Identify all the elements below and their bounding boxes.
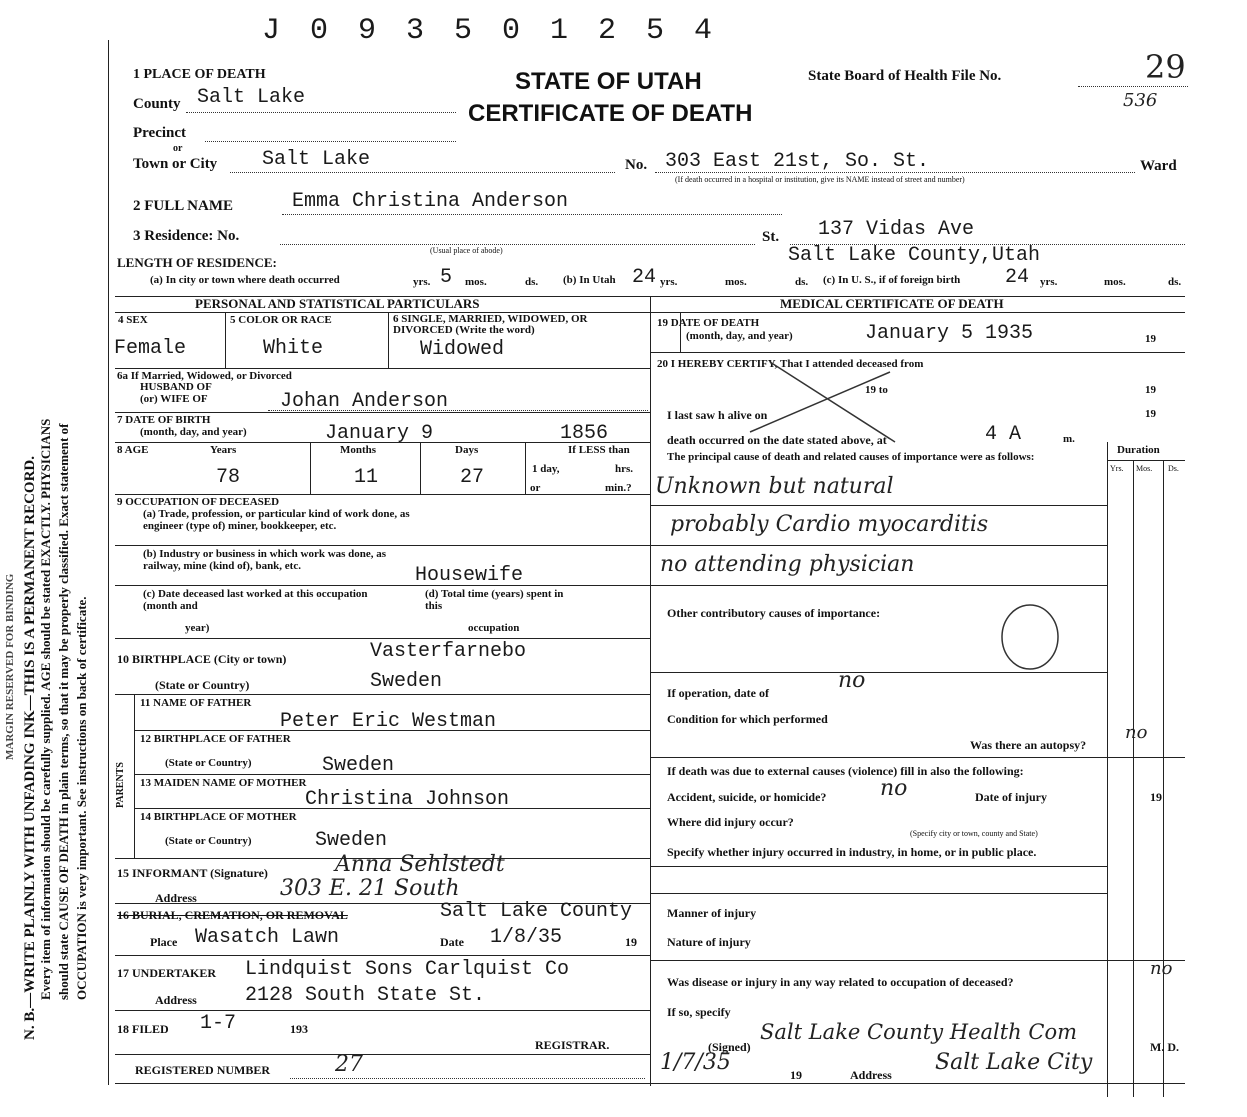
town-value: Salt Lake [262,148,371,171]
burial-date-label: Date [440,935,464,949]
precinct-label: Precinct [133,125,187,141]
occupation-year-label: year) [185,622,210,634]
age-label: 8 AGE [117,444,149,456]
length-of-residence-label: LENGTH OF RESIDENCE: [117,255,277,270]
certify-label: 20 I HEREBY CERTIFY, That I attended deceased from [657,358,924,370]
burial-value: Salt Lake County [440,900,633,923]
mother-birthplace-label: 14 BIRTHPLACE OF MOTHER [140,811,297,823]
ds-label-3: ds. [1168,276,1182,288]
sign-19: 19 [790,1068,802,1082]
place-of-death-label: 1 PLACE OF DEATH [133,67,266,82]
mother-bp-sub: (State or Country) [165,835,252,847]
sign-date: 1/7/35 [660,1050,731,1075]
board-file-label: State Board of Health File No. [808,68,1002,84]
mother-birthplace: Sweden [315,829,388,852]
birthplace-label: 10 BIRTHPLACE (City or town) [117,652,287,666]
where-injury-label: Where did injury occur? [667,815,794,829]
or-label: or [173,143,183,154]
months-header: Months [340,444,377,456]
hour-value: 4 A [985,423,1022,446]
informant-address: 303 E. 21 South [280,876,460,901]
to-label: 19 to [865,384,888,396]
filed-year: 193 [290,1022,308,1036]
us-years: 24 [1005,266,1030,289]
board-file-number: 29 [1145,48,1186,86]
yrs-label-2: yrs. [660,276,678,288]
full-name-label: 2 FULL NAME [133,198,234,214]
spouse-value: Johan Anderson [280,390,449,413]
duration-yrs: Yrs. [1110,464,1124,473]
occupation-related-label: Was disease or injury in any way related to occupation of deceased? [667,975,1014,989]
duration-header: Duration [1117,444,1160,456]
days-header: Days [455,444,479,456]
burial-date: 1/8/35 [490,926,563,949]
spouse-label-2: HUSBAND OF [140,381,212,393]
occupation-c-text: (c) Date deceased last worked at this occupation (month and [143,588,368,612]
years-header: Years [210,444,237,456]
dod-19: 19 [1145,333,1156,345]
in-utah-label: (b) In Utah [563,274,616,286]
cause-intro: The principal cause of death and related causes of importance were as follows: [667,451,1035,463]
one-day-label: 1 day, [532,463,560,475]
age-years: 78 [216,466,241,489]
last-saw-label: I last saw h alive on [667,408,768,422]
color-label: 5 COLOR OR RACE [230,314,332,326]
father-birthplace-label: 12 BIRTHPLACE OF FATHER [140,733,291,745]
undertaker-address-label: Address [155,993,197,1007]
registered-number: 27 [335,1052,363,1077]
hospital-note: (If death occurred in a hospital or institution, give its NAME instead of street and number) [675,175,965,184]
death-address: 303 East 21st, So. St. [665,150,930,173]
sex-label: 4 SEX [118,314,148,326]
hrs-label: hrs. [615,463,634,475]
line1-note: Every item of information should be carefully supplied. AGE should be stated EXACTLY. PHYSICIANS [38,418,53,1000]
father-bp-sub: (State or Country) [165,757,252,769]
left-border [108,40,109,1085]
state-country-label: (State or Country) [155,678,250,692]
occupation-related-value: no [1150,958,1173,979]
parents-label: PARENTS [115,762,126,808]
duration-mos: Mos. [1136,464,1153,473]
nature-label: Nature of injury [667,935,751,949]
occurred-label: death occurred on the date stated above, at [667,433,887,447]
medical-section-title: MEDICAL CERTIFICATE OF DEATH [780,296,1004,311]
line2-note: should state CAUSE OF DEATH in plain terms, so that it may be properly classified. Exact statement of [56,423,71,1000]
age-days: 27 [460,466,485,489]
father-birthplace: Sweden [322,754,395,777]
ds-label: ds. [525,276,539,288]
cause-line-3: no attending physician [660,552,915,577]
cause-line-2: probably Cardio myocarditis [670,512,989,537]
ward-label: Ward [1140,158,1177,174]
manner-label: Manner of injury [667,906,757,920]
dob-label: 7 DATE OF BIRTH [117,414,211,426]
to-19: 19 [1145,384,1156,396]
burial-label: 16 BURIAL, CREMATION, OR REMOVAL [117,908,348,922]
age-months: 11 [354,466,379,489]
dod-label: 19 DATE OF DEATH [657,317,760,329]
father-value: Peter Eric Westman [280,710,497,733]
accident-label: Accident, suicide, or homicide? [667,790,827,804]
last-saw-19: 19 [1145,408,1156,420]
binding-margin: MARGIN RESERVED FOR BINDING [4,573,16,760]
dob-month-day: January 9 [325,422,434,445]
county-value: Salt Lake [197,86,306,109]
if-so-label: If so, specify [667,1005,731,1019]
informant-signature: Anna Sehlstedt [335,852,505,877]
occupation-value: Housewife [415,564,524,587]
injury-date-19: 19 [1150,790,1162,804]
mos-label-2: mos. [725,276,747,288]
undertaker-address: 2128 South State St. [245,984,486,1007]
birthplace-country: Sweden [370,670,443,693]
board-file-sub: 536 [1123,90,1158,111]
less-than-label: If LESS than [568,444,630,456]
informant-address-label: Address [155,891,197,905]
external-causes-label: If death was due to external causes (violence) fill in also the following: [667,764,1024,778]
title-certificate: CERTIFICATE OF DEATH [468,100,753,127]
utah-years: 24 [632,266,657,289]
m-label: m. [1063,433,1075,445]
ds-label-2: ds. [795,276,809,288]
occupation-label: 9 OCCUPATION OF DECEASED [117,496,280,508]
condition-label: Condition for which performed [667,712,828,726]
burial-place: Wasatch Lawn [195,926,340,949]
title-state: STATE OF UTAH [515,68,702,95]
abode-note: (Usual place of abode) [430,246,503,255]
marital-value: Widowed [420,338,505,361]
residence-street: 137 Vidas Ave [818,218,975,241]
bottom-border [115,1083,1185,1084]
dob-year: 1856 [560,422,609,445]
burial-19: 19 [625,935,637,949]
occupation-d-text: (d) Total time (years) spent in this [425,588,564,612]
specify-label: Specify whether injury occurred in industry, in home, or in public place. [667,845,1037,859]
yrs-label-3: yrs. [1040,276,1058,288]
marital-label: 6 SINGLE, MARRIED, WIDOWED, OR DIVORCED (Write the word) [393,313,588,336]
burial-place-label: Place [150,935,178,949]
town-label: Town or City [133,156,218,172]
county-label: County [133,96,181,112]
cause-line-1: Unknown but natural [655,474,894,499]
other-causes-label: Other contributory causes of importance: [667,606,881,620]
informant-label: 15 INFORMANT (Signature) [117,866,268,880]
line3-note: OCCUPATION is very important. See instructions on back of certificate. [74,596,89,1000]
registered-label: REGISTERED NUMBER [135,1063,271,1077]
operation-label: If operation, date of [667,686,769,700]
in-us-label: (c) In U. S., if of foreign birth [823,274,961,286]
where-injury-sub: (Specify city or town, county and State) [910,829,1038,838]
occupation-d-label: occupation [468,622,520,634]
spouse-label-1: 6a If Married, Widowed, or Divorced [117,370,292,382]
street-label: St. [762,229,780,245]
section-title-rule [115,312,1185,313]
or-label-age: or [530,482,541,494]
spouse-label-3: (or) WIFE OF [140,393,208,405]
mother-value: Christina Johnson [305,788,510,811]
operation-value: no [838,668,866,693]
min-label: min.? [605,482,632,494]
undertaker-value: Lindquist Sons Carlquist Co [245,958,570,981]
undertaker-label: 17 UNDERTAKER [117,966,217,980]
no-label: No. [625,157,648,173]
personal-section-title: PERSONAL AND STATISTICAL PARTICULARS [195,296,480,311]
autopsy-value: no [1125,722,1148,743]
yrs-label: yrs. [413,276,431,288]
sex-value: Female [114,337,187,360]
physician-address-label: Address [850,1068,892,1082]
residence-county: Salt Lake County,Utah [788,244,1041,267]
occupation-a-text: (a) Trade, profession, or particular kind of work done, as engineer (type of) miner, bookkeeper, etc. [143,508,410,532]
in-city-label: (a) In city or town where death occurred [150,274,340,286]
nb-note: N. B.—WRITE PLAINLY WITH UNFADING INK—THIS IS A PERMANENT RECORD. [22,456,38,1040]
dod-sub: (month, day, and year) [686,330,793,342]
filed-value: 1-7 [200,1012,237,1035]
physician-signature: Salt Lake County Health Com [760,1020,1078,1044]
full-name-value: Emma Christina Anderson [292,190,569,213]
filed-label: 18 FILED [117,1022,169,1036]
registrar-label: REGISTRAR. [535,1038,610,1052]
birthplace-city: Vasterfarnebo [370,640,527,663]
file-number-stamp: J 0 9 3 5 0 1 2 5 4 [262,14,719,48]
md-label: M. D. [1150,1040,1179,1054]
physician-address: Salt Lake City [935,1050,1093,1075]
mos-label-3: mos. [1104,276,1126,288]
color-value: White [263,337,324,360]
father-label: 11 NAME OF FATHER [140,697,252,709]
accident-value: no [880,776,908,801]
residence-label: 3 Residence: No. [133,228,240,244]
signed-label: (Signed) [708,1040,751,1054]
occupation-b-text: (b) Industry or business in which work was done, as railway, mine (kind of), bank, etc. [143,548,387,572]
injury-date-label: Date of injury [975,790,1047,804]
handwritten-marks [650,352,1110,672]
autopsy-label: Was there an autopsy? [970,738,1087,752]
city-years: 5 [440,266,453,289]
dob-sub: (month, day, and year) [140,426,247,438]
mos-label: mos. [465,276,487,288]
dod-value: January 5 1935 [865,322,1034,345]
mother-label: 13 MAIDEN NAME OF MOTHER [140,777,307,789]
duration-ds: Ds. [1168,464,1179,473]
